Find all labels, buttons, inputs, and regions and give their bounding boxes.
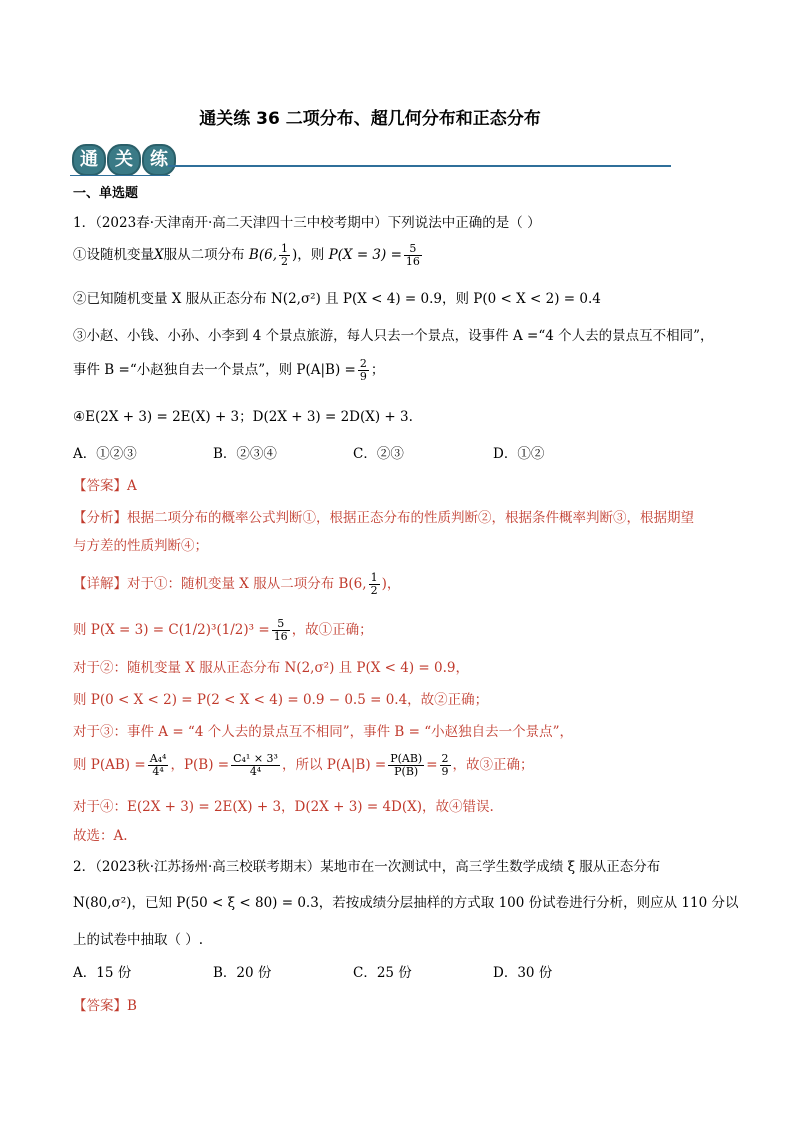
q1-statement-2: ②已知随机变量 X 服从正态分布 N(2,σ²) 且 P(X < 4) = 0.9，则 P(0 < X < 2) = 0.4 bbox=[73, 291, 601, 307]
logo-underline bbox=[70, 175, 170, 176]
q1-answer: 【答案】A bbox=[73, 478, 137, 494]
q2-stem-3: 上的试卷中抽取（ ）. bbox=[73, 932, 204, 948]
logo-char-1: 通 bbox=[72, 144, 106, 176]
fraction: $\frac{1}{2}$ bbox=[281, 242, 288, 268]
fraction: $\frac{5}{16}$ bbox=[273, 617, 288, 643]
fraction: $\frac{1}{2}$ bbox=[370, 571, 378, 597]
q1-choose: 故选：A. bbox=[73, 828, 128, 844]
fraction: $\frac{5}{16}$ bbox=[405, 242, 420, 268]
q1-detail-4: 则 P(0 < X < 2) = P(2 < X < 4) = 0.9 − 0.5 = 0.4，故②正确； bbox=[73, 692, 489, 708]
option-a: A．①②③ bbox=[73, 446, 137, 462]
option-d: D．①② bbox=[493, 446, 545, 462]
q2-answer: 【答案】B bbox=[73, 998, 137, 1014]
fraction: $\frac{P(AB)}{P(B)}$ bbox=[390, 752, 423, 778]
logo bbox=[72, 144, 176, 176]
fraction: $\frac{2}{9}$ bbox=[359, 357, 367, 383]
logo-char-2: 关 bbox=[107, 144, 141, 176]
option-c: C．②③ bbox=[353, 446, 404, 462]
q1-detail-6: 则 P(AB) = $\frac{\text{A₄⁴}}{\text{4⁴}}$ ，P(B) = $\frac{\text{C₄¹ × 3³}}{\text{4⁴}}$ ，所以 P(A|B) = $\frac{P(AB)}{P(B)}$ = $\frac{2}{9}$ ，故③正确； bbox=[73, 752, 534, 778]
q1-statement-1: ①设随机变量X服从二项分布 B(6, $\frac{1}{2}$ )，则 P(X = 3) = $\frac{5}{16}$ bbox=[73, 242, 420, 268]
q1-analysis-line-2: 与方差的性质判断④； bbox=[73, 538, 208, 554]
q1-detail-1: 【详解】对于①：随机变量 X 服从二项分布 B(6, $\frac{1}{2}$ )， bbox=[73, 571, 401, 597]
option-b: B．20 份 bbox=[213, 965, 272, 981]
option-c: C．25 份 bbox=[353, 965, 412, 981]
option-b: B．②③④ bbox=[213, 446, 277, 462]
fraction: $\frac{2}{9}$ bbox=[441, 752, 449, 778]
header-divider bbox=[168, 165, 671, 167]
option-a: A．15 份 bbox=[73, 965, 132, 981]
option-d: D．30 份 bbox=[493, 965, 553, 981]
q2-stem-1: 2．（2023秋·江苏扬州·高三校联考期末）某地市在一次测试中，高三学生数学成绩 ξ 服从正态分布 bbox=[73, 859, 661, 875]
q1-stem: 1．（2023春·天津南开·高二天津四十三中校考期中）下列说法中正确的是（ ） bbox=[73, 215, 541, 231]
section-heading: 一、单选题 bbox=[73, 186, 139, 201]
q1-statement-3b: 事件 B =“小赵独自去一个景点”，则 P(A|B) = $\frac{2}{9}$ ； bbox=[73, 357, 385, 383]
q1-options bbox=[73, 442, 633, 462]
q1-detail-3: 对于②：随机变量 X 服从正态分布 N(2,σ²) 且 P(X < 4) = 0.9， bbox=[73, 660, 469, 676]
q2-options bbox=[73, 961, 633, 981]
q1-detail-7: 对于④：E(2X + 3) = 2E(X) + 3，D(2X + 3) = 4D(X)，故④错误. bbox=[73, 799, 494, 815]
logo-char-3: 练 bbox=[142, 144, 176, 176]
q1-detail-2: 则 P(X = 3) = C(1/2)³(1/2)³ = $\frac{5}{16}$ ，故①正确； bbox=[73, 617, 373, 643]
fraction: $\frac{\text{C₄¹ × 3³}}{\text{4⁴}}$ bbox=[233, 752, 278, 778]
page-title: 通关练 36 二项分布、超几何分布和正态分布 bbox=[199, 109, 541, 129]
q2-stem-2: N(80,σ²)，已知 P(50 < ξ < 80) = 0.3，若按成绩分层抽样的方式取 100 份试卷进行分析，则应从 110 分以 bbox=[73, 895, 739, 911]
q1-detail-5: 对于③：事件 A = “4 个人去的景点互不相同”，事件 B = “小赵独自去一个景点”， bbox=[73, 724, 574, 740]
fraction: $\frac{\text{A₄⁴}}{\text{4⁴}}$ bbox=[149, 752, 167, 778]
q1-analysis-line-1: 【分析】根据二项分布的概率公式判断①，根据正态分布的性质判断②，根据条件概率判断③，根据期望 bbox=[73, 510, 694, 526]
q1-statement-4: ④E(2X + 3) = 2E(X) + 3；D(2X + 3) = 2D(X) + 3. bbox=[73, 409, 413, 425]
q1-statement-3a: ③小赵、小钱、小孙、小李到 4 个景点旅游，每人只去一个景点，设事件 A =“4 个人去的景点互不相同”， bbox=[73, 328, 714, 344]
